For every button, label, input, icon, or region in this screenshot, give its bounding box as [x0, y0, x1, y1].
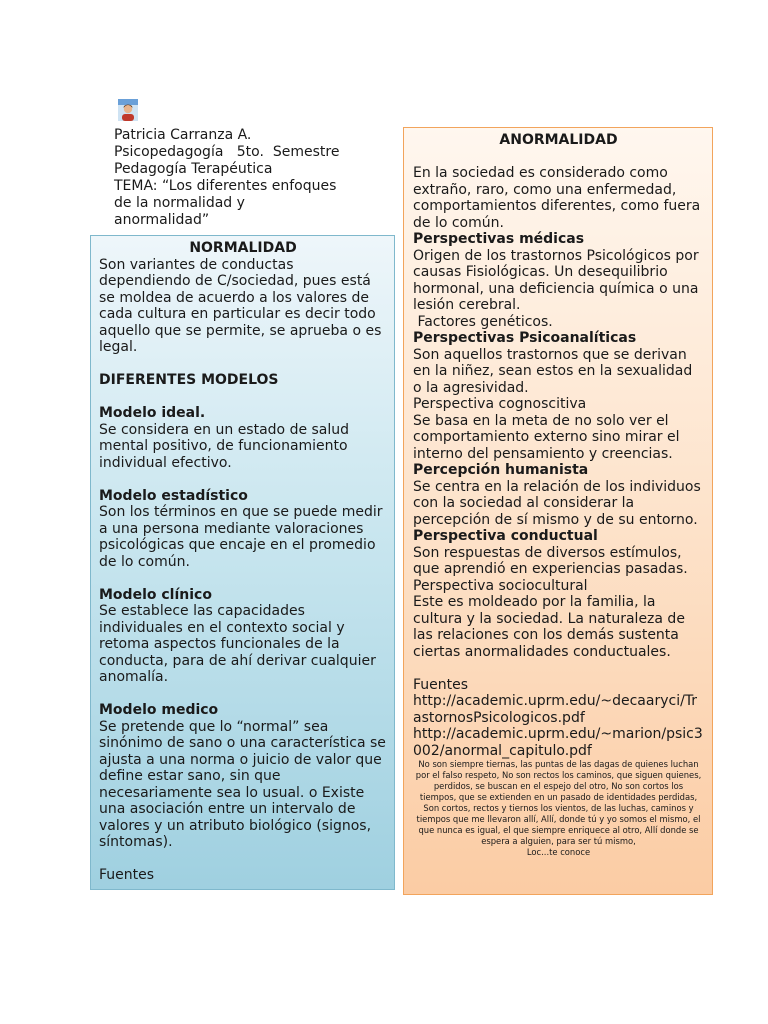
source-link-1[interactable]: http://academic.uprm.edu/~decaaryci/TrastornosPsicologicos.pdf: [413, 693, 698, 726]
topic-line-1: TEMA: “Los diferentes enfoques: [114, 178, 337, 194]
perspectivas-medicas-text: Origen de los trastornos Psicológicos por causas Fisiológicas. Un desequilibrio hormonal, una deficiencia química o una lesión cerebral.: [413, 247, 699, 313]
modelo-clinico-heading: Modelo clínico: [99, 586, 212, 603]
humanista-text: Se centra en la relación de los individuos con la sociedad al considerar la percepción de sí mismo y de su entorno.: [413, 478, 701, 528]
author-avatar-icon: [118, 99, 138, 121]
cognoscitiva-text: Se basa en la meta de no solo ver el comportamiento externo sino mirar el interno del pensamiento y creencias.: [413, 412, 680, 462]
psicoanaliticas-text: Son aquellos trastornos que se derivan en la niñez, sean estos en la sexualidad o la agresividad.: [413, 346, 693, 396]
modelo-medico-text: Se pretende que lo “normal” sea sinónimo de sano o una característica se ajusta a una norma o juicio de valor que define estar sano, sin que necesariamente sea lo usual. o Existe una asociación entre un intervalo de valores y un atributo biológico (signos, síntomas).: [99, 718, 386, 850]
anormalidad-title: ANORMALIDAD: [499, 132, 618, 148]
author-name: Patricia Carranza A.: [114, 127, 252, 143]
normalidad-intro: Son variantes de conductas dependiendo de C/sociedad, pues está se moldea de acuerdo a los valores de cada cultura en particular es decir todo aquello que se permite, se aprueba o es legal.: [99, 256, 382, 355]
sociocultural-heading: Perspectiva sociocultural: [413, 577, 588, 594]
anormalidad-fuentes: Fuentes: [413, 676, 469, 693]
poem-tail-text: Loc...te conoce: [526, 847, 591, 857]
conductual-heading: Perspectiva conductual: [413, 528, 598, 544]
normalidad-title: NORMALIDAD: [189, 240, 297, 256]
modelo-medico-heading: Modelo medico: [99, 702, 219, 718]
psicoanaliticas-heading: Perspectivas Psicoanalíticas: [413, 330, 637, 346]
normalidad-fuentes: Fuentes: [99, 867, 155, 883]
document-header: [114, 127, 354, 228]
course-name: Pedagogía Terapéutica: [114, 161, 273, 177]
poem-text: No son siempre tiernas, las puntas de las dagas de quienes luchan por el falso respeto, No son rectos los caminos, que siguen quienes, perdidos, se buscan en el espejo del otro, No son cortos los tiempos, que se extienden en un pasado de identidades perdidas, Son cortos, rectos y tiernos los vientos, de las luchas, caminos y tiempos que me llevaron allí, Allí, donde tú y yo somos el mismo, el que nunca es igual, el que siempre enriquece al otro, Allí donde se espera a alguien, para ser tú mismo,: [415, 759, 702, 846]
anormalidad-panel: [403, 127, 713, 895]
modelo-ideal-text: Se considera en un estado de salud mental positivo, de funcionamiento individual efectivo.: [99, 421, 350, 471]
sociocultural-text: Este es moldeado por la familia, la cultura y la sociedad. La naturaleza de las relaciones con los demás sustenta ciertas anormalidades conductuales.: [413, 594, 685, 660]
topic-line-2: de la normalidad y: [114, 195, 245, 211]
program-semester: Psicopedagogía 5to. Semestre: [114, 144, 340, 160]
cognoscitiva-heading: Perspectiva cognoscitiva: [413, 396, 587, 412]
modelo-ideal-heading: Modelo ideal.: [99, 405, 206, 421]
source-link-2[interactable]: http://academic.uprm.edu/~marion/psic3002/anormal_capitulo.pdf: [413, 726, 703, 759]
factores-geneticos-text: Factores genéticos.: [413, 313, 553, 330]
conductual-text: Son respuestas de diversos estímulos, que aprendió en experiencias pasadas.: [413, 544, 688, 577]
modelo-estadistico-text: Son los términos en que se puede medir a una persona mediante valoraciones psicológicas que encaje en el promedio de lo común.: [99, 504, 383, 570]
normalidad-panel: [90, 235, 395, 890]
modelos-title: DIFERENTES MODELOS: [99, 372, 279, 388]
perspectivas-medicas-heading: Perspectivas médicas: [413, 231, 585, 247]
modelo-estadistico-heading: Modelo estadístico: [99, 487, 248, 504]
anormalidad-intro: En la sociedad es considerado como extraño, raro, como una enfermedad, comportamientos diferentes, como fuera de lo común.: [413, 165, 701, 231]
modelo-clinico-text: Se establece las capacidades individuales en el contexto social y retoma aspectos funcionales de la conducta, para de ahí derivar cualquier anomalía.: [99, 603, 376, 685]
topic-line-3: anormalidad”: [114, 212, 210, 228]
humanista-heading: Percepción humanista: [413, 462, 589, 478]
